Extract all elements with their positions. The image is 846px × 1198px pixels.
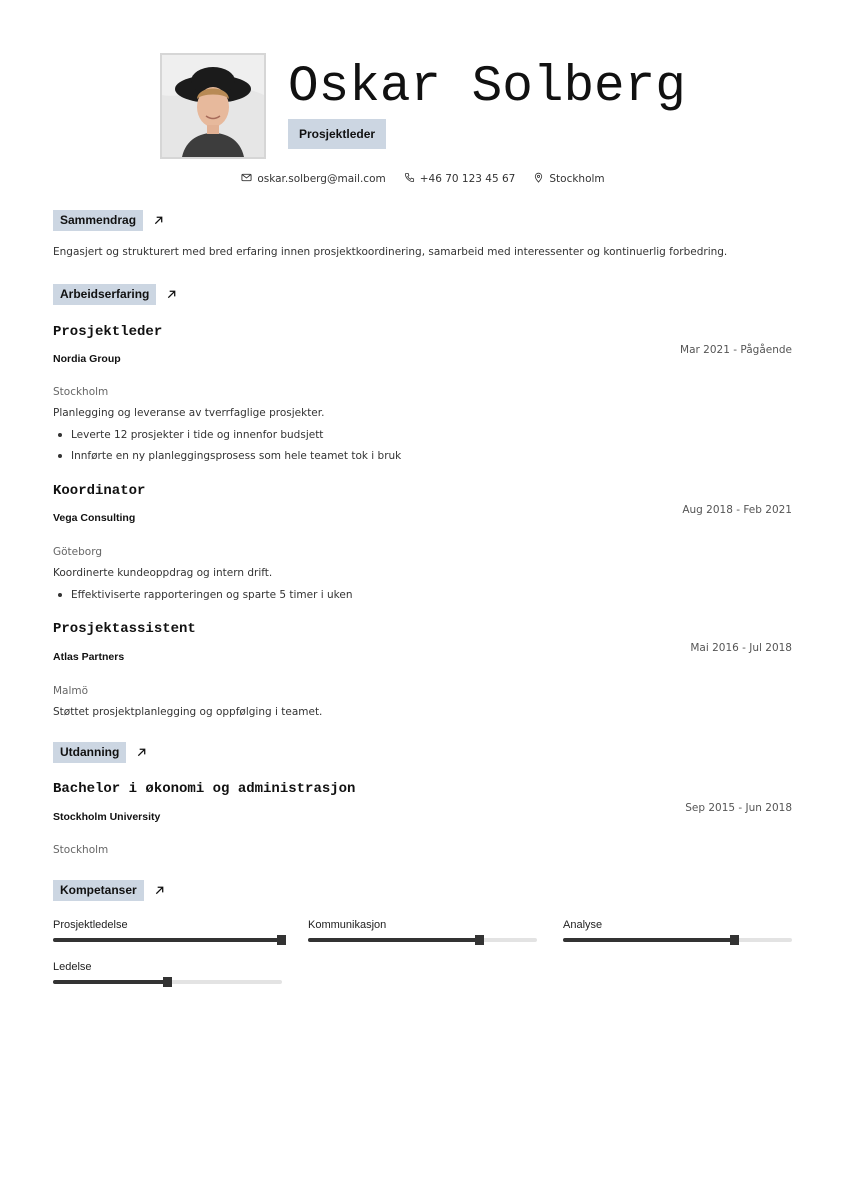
section-heading: Utdanning	[53, 742, 126, 763]
skill-label: Analyse	[563, 919, 603, 931]
job-description: Koordinerte kundeoppdrag og intern drift.	[53, 567, 273, 579]
skill-item	[53, 961, 282, 984]
mail-icon	[241, 172, 252, 186]
job-description: Planlegging og leveranse av tverrfaglige prosjekter.	[53, 407, 325, 419]
section-heading: Arbeidserfaring	[53, 284, 156, 305]
job-bullets	[53, 428, 401, 470]
skill-bar-knob	[475, 935, 484, 945]
job-title: Prosjektassistent	[53, 621, 196, 637]
job-dates: Mai 2016 - Jul 2018	[690, 642, 792, 654]
arrow-up-right-icon[interactable]	[153, 215, 164, 226]
education-degree: Bachelor i økonomi og administrasjon	[53, 781, 356, 797]
section-summary	[53, 210, 164, 231]
skill-label: Prosjektledelse	[53, 919, 128, 931]
education-dates: Sep 2015 - Jun 2018	[685, 802, 792, 814]
skill-item	[53, 919, 282, 942]
list-item: Effektiviserte rapporteringen og sparte 5 timer i uken	[53, 588, 353, 609]
job-company: Atlas Partners	[53, 651, 125, 663]
list-item: Innførte en ny planleggingsprosess som hele teamet tok i bruk	[53, 449, 401, 470]
skill-label: Ledelse	[53, 961, 92, 973]
arrow-up-right-icon[interactable]	[136, 747, 147, 758]
skill-bar-fill	[308, 938, 480, 942]
skill-bar	[53, 938, 282, 942]
contact-location	[533, 172, 604, 186]
phone-icon	[404, 172, 415, 186]
person-photo-icon	[162, 55, 264, 157]
section-skills	[53, 880, 165, 901]
job-location: Malmö	[53, 685, 89, 697]
job-location: Göteborg	[53, 546, 103, 558]
job-dates: Mar 2021 - Pågående	[680, 344, 792, 356]
job-title-badge: Prosjektleder	[288, 119, 386, 149]
skill-bar	[308, 938, 537, 942]
section-heading: Kompetanser	[53, 880, 144, 901]
skill-bar-knob	[730, 935, 739, 945]
job-title: Koordinator	[53, 483, 146, 499]
job-bullets	[53, 588, 353, 609]
skill-bar-fill	[563, 938, 735, 942]
section-education	[53, 742, 147, 763]
list-item: Leverte 12 prosjekter i tide og innenfor budsjett	[53, 428, 401, 449]
job-location: Stockholm	[53, 386, 109, 398]
arrow-up-right-icon[interactable]	[154, 885, 165, 896]
summary-text: Engasjert og strukturert med bred erfaring innen prosjektkoordinering, samarbeid med interessenter og kontinuerlig forbedring.	[53, 246, 728, 258]
skill-item	[308, 919, 537, 942]
skill-bar-knob	[277, 935, 286, 945]
skill-bar	[53, 980, 282, 984]
phone-text: +46 70 123 45 67	[419, 173, 516, 185]
section-heading: Sammendrag	[53, 210, 143, 231]
location-text: Stockholm	[549, 173, 605, 185]
section-experience	[53, 284, 177, 305]
contact-bar	[0, 172, 846, 186]
job-title: Prosjektleder	[53, 324, 163, 340]
job-dates: Aug 2018 - Feb 2021	[682, 504, 792, 516]
skill-bar	[563, 938, 792, 942]
job-company: Nordia Group	[53, 353, 121, 365]
skill-item	[563, 919, 792, 942]
arrow-up-right-icon[interactable]	[166, 289, 177, 300]
skill-bar-fill	[53, 980, 168, 984]
profile-photo	[160, 53, 266, 159]
skill-label: Kommunikasjon	[308, 919, 387, 931]
job-description: Støttet prosjektplanlegging og oppfølging i teamet.	[53, 706, 323, 718]
candidate-name: Oskar Solberg	[288, 59, 686, 116]
education-location: Stockholm	[53, 844, 109, 856]
skill-bar-fill	[53, 938, 282, 942]
contact-email[interactable]	[241, 172, 385, 186]
education-school: Stockholm University	[53, 811, 161, 823]
email-text: oskar.solberg@mail.com	[257, 173, 386, 185]
contact-phone[interactable]	[404, 172, 516, 186]
skill-bar-knob	[163, 977, 172, 987]
location-pin-icon	[533, 172, 544, 186]
job-company: Vega Consulting	[53, 512, 136, 524]
